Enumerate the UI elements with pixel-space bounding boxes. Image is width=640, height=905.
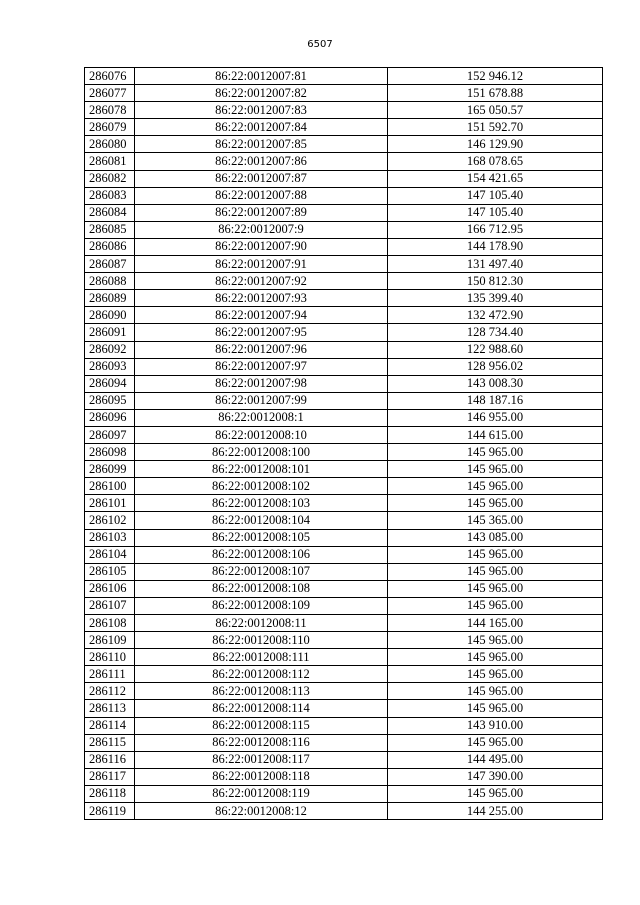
cadastral-number-cell: 86:22:0012008:11	[135, 615, 388, 632]
cadastral-value-cell: 144 255.00	[388, 803, 603, 820]
table-row	[85, 409, 603, 426]
table-row	[85, 187, 603, 204]
cadastral-value-table	[84, 67, 603, 820]
table-row	[85, 204, 603, 221]
table-row	[85, 170, 603, 187]
table-row	[85, 461, 603, 478]
record-number-cell: 286082	[85, 170, 135, 187]
cadastral-number-cell: 86:22:0012008:112	[135, 666, 388, 683]
cadastral-number-cell: 86:22:0012008:12	[135, 803, 388, 820]
table-row	[85, 444, 603, 461]
cadastral-number-cell: 86:22:0012007:99	[135, 392, 388, 409]
cadastral-value-cell: 145 965.00	[388, 444, 603, 461]
table-row	[85, 597, 603, 614]
cadastral-number-cell: 86:22:0012008:1	[135, 409, 388, 426]
table-row	[85, 273, 603, 290]
record-number-cell: 286118	[85, 785, 135, 802]
table-row	[85, 153, 603, 170]
cadastral-value-cell: 128 734.40	[388, 324, 603, 341]
cadastral-number-cell: 86:22:0012007:96	[135, 341, 388, 358]
record-number-cell: 286081	[85, 153, 135, 170]
cadastral-number-cell: 86:22:0012008:118	[135, 768, 388, 785]
cadastral-number-cell: 86:22:0012007:83	[135, 102, 388, 119]
cadastral-number-cell: 86:22:0012008:109	[135, 597, 388, 614]
cadastral-number-cell: 86:22:0012007:92	[135, 273, 388, 290]
record-number-cell: 286078	[85, 102, 135, 119]
record-number-cell: 286096	[85, 409, 135, 426]
cadastral-value-cell: 150 812.30	[388, 273, 603, 290]
table-row	[85, 375, 603, 392]
cadastral-value-cell: 165 050.57	[388, 102, 603, 119]
cadastral-number-cell: 86:22:0012008:105	[135, 529, 388, 546]
record-number-cell: 286076	[85, 68, 135, 85]
cadastral-value-cell: 145 965.00	[388, 563, 603, 580]
cadastral-number-cell: 86:22:0012007:84	[135, 119, 388, 136]
table-row	[85, 256, 603, 273]
cadastral-value-cell: 145 965.00	[388, 700, 603, 717]
cadastral-value-cell: 147 105.40	[388, 204, 603, 221]
cadastral-number-cell: 86:22:0012008:103	[135, 495, 388, 512]
record-number-cell: 286115	[85, 734, 135, 751]
cadastral-number-cell: 86:22:0012007:93	[135, 290, 388, 307]
record-number-cell: 286101	[85, 495, 135, 512]
cadastral-value-cell: 144 178.90	[388, 238, 603, 255]
table-row	[85, 563, 603, 580]
table-row	[85, 546, 603, 563]
cadastral-number-cell: 86:22:0012008:106	[135, 546, 388, 563]
cadastral-value-cell: 145 965.00	[388, 546, 603, 563]
table-row	[85, 358, 603, 375]
cadastral-value-cell: 122 988.60	[388, 341, 603, 358]
record-number-cell: 286105	[85, 563, 135, 580]
cadastral-number-cell: 86:22:0012008:115	[135, 717, 388, 734]
cadastral-number-cell: 86:22:0012008:117	[135, 751, 388, 768]
table-row	[85, 615, 603, 632]
cadastral-number-cell: 86:22:0012008:10	[135, 426, 388, 443]
record-number-cell: 286087	[85, 256, 135, 273]
cadastral-number-cell: 86:22:0012008:108	[135, 580, 388, 597]
record-number-cell: 286102	[85, 512, 135, 529]
cadastral-value-cell: 145 965.00	[388, 785, 603, 802]
record-number-cell: 286113	[85, 700, 135, 717]
table-row	[85, 768, 603, 785]
record-number-cell: 286085	[85, 221, 135, 238]
cadastral-number-cell: 86:22:0012008:116	[135, 734, 388, 751]
record-number-cell: 286086	[85, 238, 135, 255]
record-number-cell: 286094	[85, 375, 135, 392]
cadastral-value-cell: 145 965.00	[388, 580, 603, 597]
cadastral-number-cell: 86:22:0012008:100	[135, 444, 388, 461]
record-number-cell: 286095	[85, 392, 135, 409]
record-number-cell: 286110	[85, 649, 135, 666]
cadastral-number-cell: 86:22:0012008:110	[135, 632, 388, 649]
table-row	[85, 221, 603, 238]
record-number-cell: 286112	[85, 683, 135, 700]
table-row	[85, 392, 603, 409]
cadastral-number-cell: 86:22:0012007:81	[135, 68, 388, 85]
record-number-cell: 286111	[85, 666, 135, 683]
cadastral-value-cell: 145 965.00	[388, 649, 603, 666]
cadastral-number-cell: 86:22:0012007:95	[135, 324, 388, 341]
cadastral-value-cell: 145 965.00	[388, 683, 603, 700]
record-number-cell: 286089	[85, 290, 135, 307]
cadastral-number-cell: 86:22:0012008:107	[135, 563, 388, 580]
cadastral-value-cell: 145 965.00	[388, 478, 603, 495]
cadastral-value-cell: 166 712.95	[388, 221, 603, 238]
cadastral-number-cell: 86:22:0012007:82	[135, 85, 388, 102]
cadastral-value-cell: 145 965.00	[388, 495, 603, 512]
cadastral-value-cell: 168 078.65	[388, 153, 603, 170]
table-row	[85, 734, 603, 751]
record-number-cell: 286116	[85, 751, 135, 768]
record-number-cell: 286079	[85, 119, 135, 136]
table-row	[85, 495, 603, 512]
cadastral-number-cell: 86:22:0012008:102	[135, 478, 388, 495]
record-number-cell: 286097	[85, 426, 135, 443]
table-row	[85, 136, 603, 153]
cadastral-number-cell: 86:22:0012007:98	[135, 375, 388, 392]
cadastral-value-cell: 143 008.30	[388, 375, 603, 392]
cadastral-value-cell: 147 390.00	[388, 768, 603, 785]
cadastral-number-cell: 86:22:0012007:89	[135, 204, 388, 221]
cadastral-value-cell: 131 497.40	[388, 256, 603, 273]
record-number-cell: 286106	[85, 580, 135, 597]
cadastral-value-cell: 144 615.00	[388, 426, 603, 443]
table-row	[85, 238, 603, 255]
table-row	[85, 717, 603, 734]
table-row	[85, 683, 603, 700]
cadastral-value-cell: 145 965.00	[388, 597, 603, 614]
record-number-cell: 286080	[85, 136, 135, 153]
cadastral-number-cell: 86:22:0012007:97	[135, 358, 388, 375]
cadastral-value-cell: 128 956.02	[388, 358, 603, 375]
cadastral-value-cell: 145 965.00	[388, 734, 603, 751]
table-row	[85, 649, 603, 666]
record-number-cell: 286099	[85, 461, 135, 478]
record-number-cell: 286098	[85, 444, 135, 461]
cadastral-number-cell: 86:22:0012008:104	[135, 512, 388, 529]
cadastral-number-cell: 86:22:0012008:113	[135, 683, 388, 700]
record-number-cell: 286088	[85, 273, 135, 290]
cadastral-value-cell: 144 495.00	[388, 751, 603, 768]
record-number-cell: 286084	[85, 204, 135, 221]
cadastral-number-cell: 86:22:0012007:94	[135, 307, 388, 324]
record-number-cell: 286119	[85, 803, 135, 820]
cadastral-number-cell: 86:22:0012008:119	[135, 785, 388, 802]
record-number-cell: 286108	[85, 615, 135, 632]
record-number-cell: 286093	[85, 358, 135, 375]
table-row	[85, 751, 603, 768]
table-row	[85, 290, 603, 307]
table-row	[85, 700, 603, 717]
record-number-cell: 286083	[85, 187, 135, 204]
table-row	[85, 512, 603, 529]
table-row	[85, 803, 603, 820]
cadastral-value-cell: 132 472.90	[388, 307, 603, 324]
table-row	[85, 102, 603, 119]
record-number-cell: 286091	[85, 324, 135, 341]
record-number-cell: 286103	[85, 529, 135, 546]
record-number-cell: 286117	[85, 768, 135, 785]
table-row	[85, 632, 603, 649]
cadastral-value-cell: 146 129.90	[388, 136, 603, 153]
cadastral-value-cell: 145 365.00	[388, 512, 603, 529]
table-row	[85, 68, 603, 85]
cadastral-value-cell: 152 946.12	[388, 68, 603, 85]
cadastral-value-cell: 145 965.00	[388, 666, 603, 683]
cadastral-number-cell: 86:22:0012007:88	[135, 187, 388, 204]
cadastral-value-cell: 145 965.00	[388, 461, 603, 478]
cadastral-number-cell: 86:22:0012007:85	[135, 136, 388, 153]
cadastral-value-cell: 151 592.70	[388, 119, 603, 136]
record-number-cell: 286077	[85, 85, 135, 102]
record-number-cell: 286109	[85, 632, 135, 649]
table-row	[85, 666, 603, 683]
cadastral-value-cell: 154 421.65	[388, 170, 603, 187]
table-row	[85, 307, 603, 324]
cadastral-number-cell: 86:22:0012007:87	[135, 170, 388, 187]
table-body	[85, 68, 603, 820]
cadastral-number-cell: 86:22:0012008:111	[135, 649, 388, 666]
table-row	[85, 478, 603, 495]
table-row	[85, 426, 603, 443]
cadastral-number-cell: 86:22:0012007:91	[135, 256, 388, 273]
record-number-cell: 286090	[85, 307, 135, 324]
record-number-cell: 286104	[85, 546, 135, 563]
record-number-cell: 286107	[85, 597, 135, 614]
record-number-cell: 286114	[85, 717, 135, 734]
table-row	[85, 341, 603, 358]
cadastral-value-cell: 145 965.00	[388, 632, 603, 649]
table-row	[85, 119, 603, 136]
cadastral-value-cell: 148 187.16	[388, 392, 603, 409]
table-row	[85, 324, 603, 341]
table-row	[85, 529, 603, 546]
cadastral-number-cell: 86:22:0012008:114	[135, 700, 388, 717]
table-row	[85, 580, 603, 597]
cadastral-number-cell: 86:22:0012007:90	[135, 238, 388, 255]
cadastral-number-cell: 86:22:0012008:101	[135, 461, 388, 478]
cadastral-value-cell: 151 678.88	[388, 85, 603, 102]
cadastral-value-cell: 143 910.00	[388, 717, 603, 734]
cadastral-value-cell: 147 105.40	[388, 187, 603, 204]
cadastral-number-cell: 86:22:0012007:86	[135, 153, 388, 170]
cadastral-value-cell: 144 165.00	[388, 615, 603, 632]
cadastral-value-cell: 135 399.40	[388, 290, 603, 307]
table-row	[85, 785, 603, 802]
record-number-cell: 286100	[85, 478, 135, 495]
record-number-cell: 286092	[85, 341, 135, 358]
cadastral-value-cell: 146 955.00	[388, 409, 603, 426]
cadastral-number-cell: 86:22:0012007:9	[135, 221, 388, 238]
cadastral-value-cell: 143 085.00	[388, 529, 603, 546]
page-number: 6507	[307, 39, 333, 50]
table-row	[85, 85, 603, 102]
